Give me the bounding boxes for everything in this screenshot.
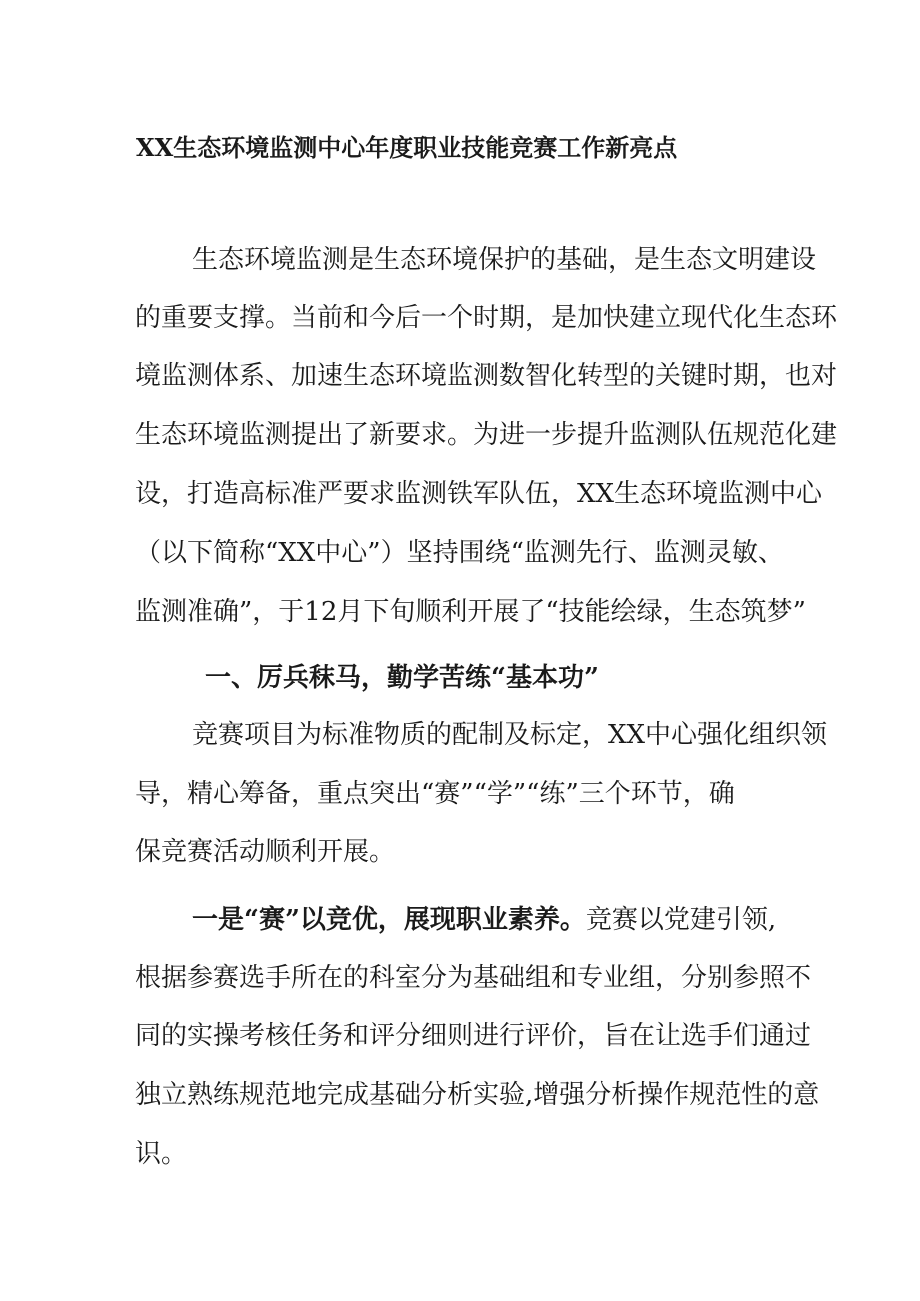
paragraph-line: （以下简称“XX中心”）坚持围绕“监测先行、监测灵敏、: [135, 538, 784, 568]
paragraph-line: 监测准确”，于12月下旬顺利开展了“技能绘绿，生态筑梦”: [135, 597, 806, 627]
paragraph-line: 境监测体系、加速生态环境监测数智化转型的关键时期，也对: [135, 361, 838, 391]
paragraph-line: 导，精心筹备，重点突出“赛”“学”“练”三个环节，确: [135, 779, 735, 809]
paragraph-line: 同的实操考核任务和评分细则进行评价，旨在让选手们通过: [135, 1021, 812, 1051]
paragraph-line: 设，打造高标准严要求监测铁军队伍，XX生态环境监测中心: [135, 479, 823, 509]
section-heading: 一、厉兵秣马，勤学苦练“基本功”: [205, 663, 599, 693]
point-heading: 一是“赛”以竞优，展现职业素养。: [192, 905, 586, 935]
point-text: 竞赛以党建引领,: [585, 905, 777, 935]
document-title: XX生态环境监测中心年度职业技能竞赛工作新亮点: [136, 133, 678, 162]
paragraph-line: 生态环境监测是生态环境保护的基础，是生态文明建设: [192, 245, 817, 275]
paragraph-line: [192, 900, 872, 940]
paragraph-line: 竞赛项目为标准物质的配制及标定，XX中心强化组织领: [192, 720, 828, 750]
paragraph-line: 独立熟练规范地完成基础分析实验,增强分析操作规范性的意: [135, 1080, 820, 1110]
paragraph-line: 识。: [135, 1139, 188, 1169]
paragraph-line: 根据参赛选手所在的科室分为基础组和专业组，分别参照不: [135, 963, 812, 993]
paragraph-line: 保竞赛活动顺利开展。: [135, 837, 396, 867]
paragraph-line: 生态环境监测提出了新要求。为进一步提升监测队伍规范化建: [135, 420, 838, 450]
paragraph-line: 的重要支撑。当前和今后一个时期，是加快建立现代化生态环: [135, 303, 838, 333]
